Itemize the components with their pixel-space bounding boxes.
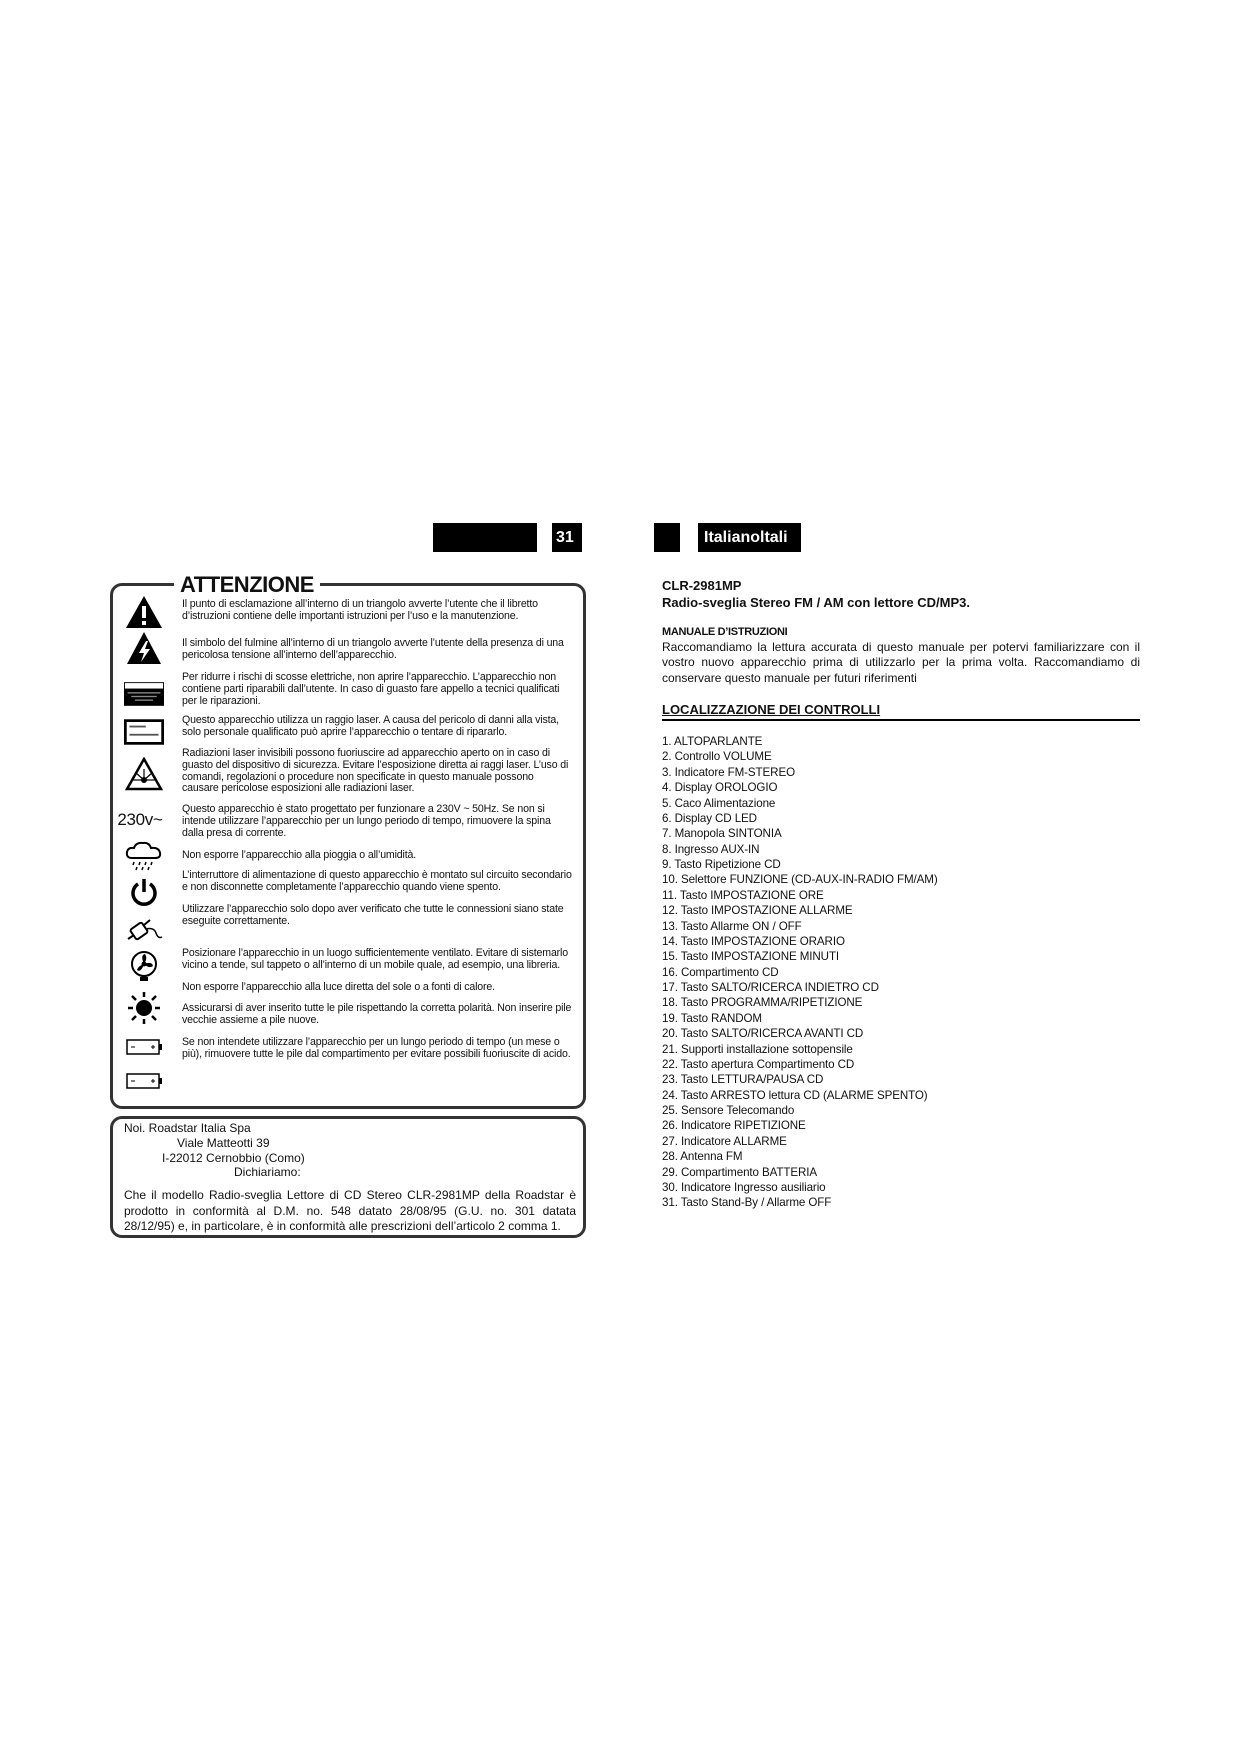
- warning-text: Questo apparecchio utilizza un raggio laser. A causa del pericolo di danni alla vista, solo personale qualificato può aprire l’apparecchio o tentare di ripararlo.: [182, 714, 559, 738]
- list-item: 4. Display OROLOGIO: [662, 781, 778, 795]
- declaration-declare: Dichiariamo:: [234, 1165, 301, 1179]
- exclamation-triangle-icon: [124, 594, 164, 630]
- list-item: 12. Tasto IMPOSTAZIONE ALLARME: [662, 904, 853, 918]
- warning-text: Posizionare l’apparecchio in un luogo sufficientemente ventilato. Evitare di sistemarlo vicino a tende, sul tappeto o all’interno di un mobile quale, ad esempio, una libreria.: [182, 947, 569, 971]
- class1-laser-label-icon: [124, 714, 164, 750]
- list-item: 7. Manopola SINTONIA: [662, 827, 782, 841]
- list-item: 18. Tasto PROGRAMMA/RIPETIZIONE: [662, 996, 863, 1010]
- list-item: 19. Tasto RANDOM: [662, 1011, 762, 1025]
- warning-text: Questo apparecchio è stato progettato per funzionare a 230V ~ 50Hz. Se non si intende utilizzare l’apparecchio per un lungo periodo di tempo, rimuovere la spina dalla presa di corrente.: [182, 803, 551, 839]
- warning-text: Il simbolo del fulmine all’interno di un triangolo avverte l’utente della presenza di una pericolosa tensione all’interno dell’apparecchio.: [182, 637, 564, 661]
- list-item: 27. Indicatore ALLARME: [662, 1134, 787, 1148]
- list-item: 15. Tasto IMPOSTAZIONE MINUTI: [662, 950, 840, 964]
- power-icon: [124, 874, 164, 910]
- battery-icon: [124, 1063, 164, 1099]
- list-item: 22. Tasto apertura Compartimento CD: [662, 1057, 855, 1071]
- sun-icon: [124, 990, 164, 1026]
- language-label: Italianoltali: [704, 529, 788, 546]
- list-item: 3. Indicatore FM-STEREO: [662, 765, 795, 779]
- attenzione-box: [110, 583, 586, 1109]
- declaration-statement: Che il modello Radio-sveglia Lettore di CD Stereo CLR-2981MP della Roadstar è prodotto in conformità al D.M. no. 548 datato 28/08/95 (G.U. no. 301 datata 28/12/95) e, in particolare, è in conformità alle prescrizioni dell’articolo 2 comma 1.: [124, 1188, 576, 1233]
- warning-text: Non esporre l’apparecchio alla pioggia o all’umidità.: [182, 849, 417, 861]
- list-item: 31. Tasto Stand-By / Allarme OFF: [662, 1196, 832, 1210]
- warning-text: Utilizzare l’apparecchio solo dopo aver verificato che tutte le connessioni siano state eseguite correttamente.: [182, 903, 564, 927]
- product-subtitle: Radio-sveglia Stereo FM / AM con lettore CD/MP3.: [662, 595, 970, 610]
- controls-heading: LOCALIZZAZIONE DEI CONTROLLI: [662, 702, 881, 717]
- manual-heading: MANUALE D’ISTRUZIONI: [662, 626, 788, 638]
- warning-text: L’interruttore di alimentazione di questo apparecchio è montato sul circuito secondario e non disconnette completamente l’apparecchio quando viene spento.: [182, 869, 572, 893]
- warning-text: Il punto di esclamazione all’interno di un triangolo avverte l’utente che il libretto d’istruzioni contiene delle importanti istruzioni per l’uso e la manutenzione.: [182, 598, 538, 622]
- warning-text: Se non intendete utilizzare l’apparecchio per un lungo periodo di tempo (un mese o più), rimuovere tutte le pile dal compartimento per evitare possibili fuoriuscite di acido.: [182, 1036, 571, 1060]
- lightning-triangle-icon: [124, 630, 164, 666]
- list-item: 13. Tasto Allarme ON / OFF: [662, 919, 802, 933]
- list-item: 8. Ingresso AUX-IN: [662, 842, 760, 856]
- list-item: 2. Controllo VOLUME: [662, 750, 772, 764]
- manual-body: Raccomandiamo la lettura accurata di questo manuale per potervi familiarizzare con il vostro nuovo apparecchio prima di utilizzarlo per la prima volta. Raccomandiamo di conservare questo manuale per futuri riferimenti: [662, 640, 1140, 685]
- declaration-city: I-22012 Cernobbio (Como): [162, 1151, 305, 1165]
- list-item: 25. Sensore Telecomando: [662, 1104, 795, 1117]
- list-item: 16. Compartimento CD: [662, 965, 779, 979]
- controls-list: [662, 734, 938, 1211]
- list-item: 26. Indicatore RIPETIZIONE: [662, 1119, 806, 1133]
- warning-text: Per ridurre i rischi di scosse elettriche, non aprire l’apparecchio. L’apparecchio non contiene parti riparabili dall’utente. In caso di guasto fare appello a tecnici qualificati per le riparazioni.: [182, 671, 560, 707]
- list-item: 1. ALTOPARLANTE: [662, 735, 763, 748]
- attenzione-title: ATTENZIONE: [174, 570, 320, 600]
- voltage-230v-icon: [112, 802, 168, 838]
- warning-text: Radiazioni laser invisibili possono fuoriuscire ad apparecchio aperto on in caso di guasto del dispositivo di sicurezza. Evitare l’esposizione diretta ai raggi laser. L’uso di comandi, regolazioni o procedure non specificate in questo manuale possono causare pericolose esposizioni alle radiazioni laser.: [182, 747, 569, 795]
- list-item: 5. Caco Alimentazione: [662, 796, 776, 810]
- list-item: 10. Selettore FUNZIONE (CD-AUX-IN-RADIO FM/AM): [662, 873, 938, 887]
- declaration-street: Viale Matteotti 39: [177, 1136, 270, 1150]
- list-item: 23. Tasto LETTURA/PAUSA CD: [662, 1073, 824, 1087]
- list-item: 20. Tasto SALTO/RICERCA AVANTI CD: [662, 1027, 864, 1041]
- caution-label-icon: [124, 676, 164, 712]
- list-item: 14. Tasto IMPOSTAZIONE ORARIO: [662, 934, 845, 948]
- page-number: 31: [556, 529, 574, 546]
- list-item: 11. Tasto IMPOSTAZIONE ORE: [662, 888, 824, 902]
- header-bar-left: [433, 523, 537, 552]
- list-item: 28. Antenna FM: [662, 1150, 743, 1164]
- list-item: 29. Compartimento BATTERIA: [662, 1165, 818, 1179]
- list-item: 9. Tasto Ripetizione CD: [662, 858, 781, 871]
- ventilation-fan-icon: [124, 948, 164, 984]
- controls-divider: [662, 719, 1140, 721]
- list-item: 24. Tasto ARRESTO lettura CD (ALARME SPENTO): [662, 1088, 928, 1102]
- warning-text: Non esporre l’apparecchio alla luce diretta del sole o a fonti di calore.: [182, 981, 495, 993]
- list-item: 30. Indicatore Ingresso ausiliario: [662, 1180, 826, 1194]
- list-item: 17. Tasto SALTO/RICERCA INDIETRO CD: [662, 981, 879, 994]
- plug-icon: [124, 912, 164, 948]
- warning-text: Assicurarsi di aver inserito tutte le pile rispettando la corretta polarità. Non inserire pile vecchie assieme a pile nuove.: [182, 1002, 572, 1026]
- product-model: CLR-2981MP: [662, 578, 742, 593]
- list-item: 21. Supporti installazione sottopensile: [662, 1042, 853, 1056]
- rain-cloud-icon: [124, 838, 164, 874]
- header-bar-right-small: [654, 523, 680, 552]
- laser-warning-triangle-icon: [124, 756, 164, 792]
- voltage-230v-label: 230v~: [117, 810, 163, 829]
- battery-icon: [124, 1029, 164, 1065]
- list-item: 6. Display CD LED: [662, 811, 757, 825]
- declaration-company: Noi. Roadstar Italia Spa: [124, 1121, 251, 1135]
